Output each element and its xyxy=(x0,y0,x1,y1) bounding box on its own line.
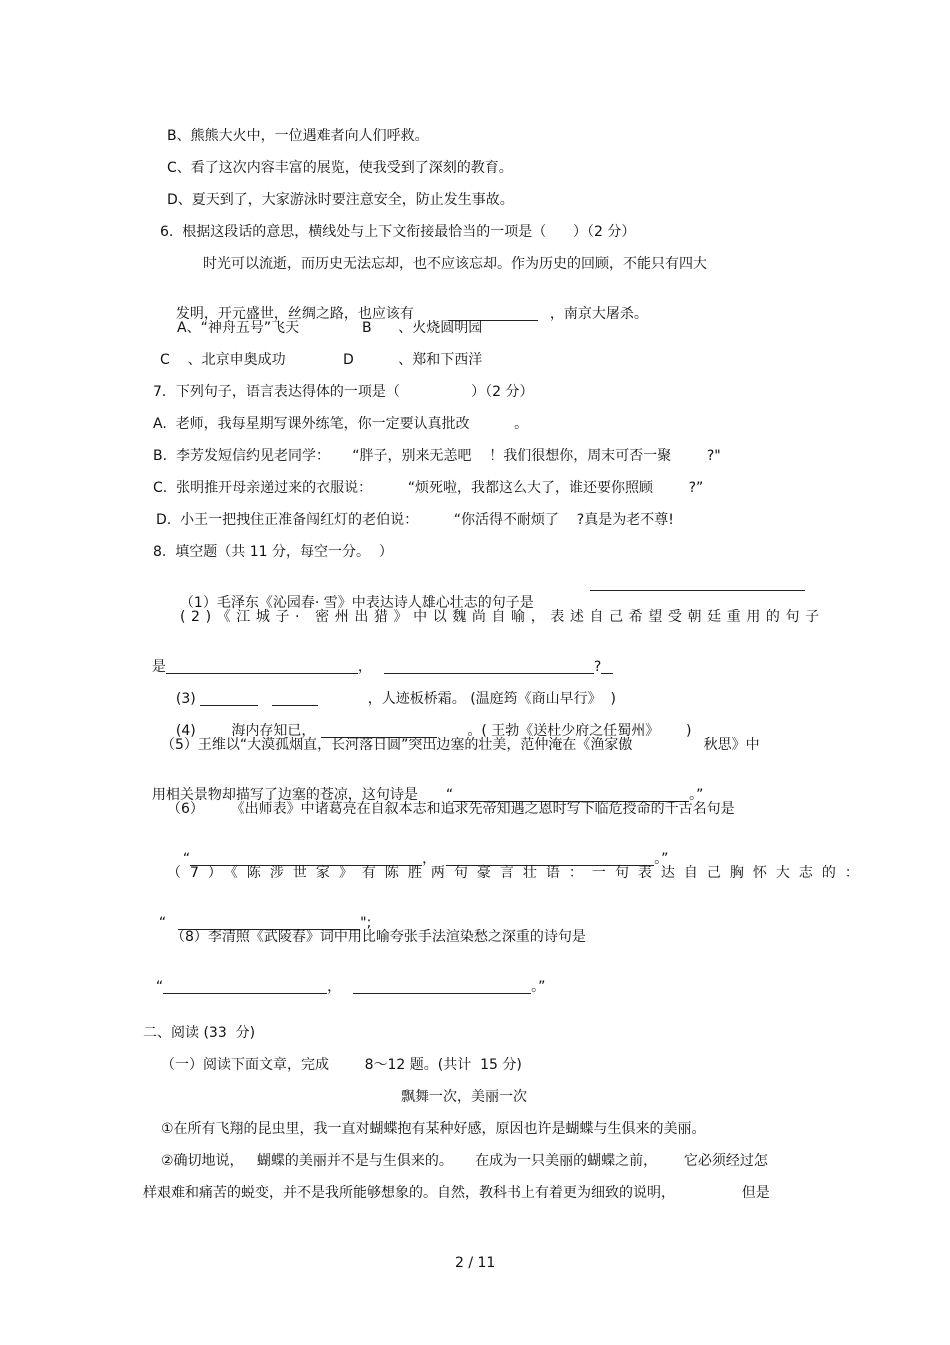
q8-item-8: （8）李清照《武陵春》词中用比喻夸张手法渲染愁之深重的诗句是 xyxy=(171,929,586,945)
q8-item-6: （6） 《出师表》中诸葛亮在自叙本志和追求先帝知遇之恩时写下临危授命的千古名句是 xyxy=(167,801,735,817)
q7-option-b: B. 李芳发短信约见老同学： “胖子，别来无恙吧 ！我们很想你，周末可否一聚 ?" xyxy=(153,448,721,464)
article-paragraph-2-line-1: ②确切地说， 蝴蝶的美丽并不是与生俱来的。 在成为一只美丽的蝴蝶之前， 它必须经过怎 xyxy=(161,1153,768,1169)
q8-item-4 xyxy=(167,704,691,740)
article-paragraph-1: ①在所有飞翔的昆虫里，我一直对蝴蝶抱有某种好感，原因也许是蝴蝶与生俱来的美丽。 xyxy=(161,1121,706,1137)
q5-option-c: C、看了这次内容丰富的展览，使我受到了深刻的教育。 xyxy=(167,160,513,176)
q8-item-4-source: 。( 王勃《送杜少府之任蜀州》 ) xyxy=(467,723,692,739)
q5-option-d: D、夏天到了，大家游泳时要注意安全，防止发生事故。 xyxy=(167,192,514,208)
q8-stem: 8. 填空题（共 11 分，每空一分。 ） xyxy=(153,544,393,560)
q6-passage-line1: 时光可以流逝，而历史无法忘却，也不应该忘却。作为历史的回顾，不能只有四大 xyxy=(203,256,707,272)
q8-item-3 xyxy=(167,672,616,708)
article-paragraph-2-line-2: 样艰难和痛苦的蜕变，并不是我所能够想象的。自然，教科书上有着更为细致的说明， 但是 xyxy=(143,1185,770,1201)
q8-item-8-blank-1[interactable] xyxy=(163,979,327,994)
q6-passage-text: 发明，开元盛世，丝绸之路，也应该有 xyxy=(175,306,414,322)
q8-item-2-end: ? xyxy=(593,659,602,675)
q7-option-c: C. 张明推开母亲递过来的衣服说： “烦死啦，我都这么大了，谁还要你照顾 ?” xyxy=(153,480,704,496)
q8-item-8-blank-2[interactable] xyxy=(353,979,531,994)
article-title: 飘舞一次，美丽一次 xyxy=(401,1089,527,1105)
q6-passage-end: ，南京大屠杀。 xyxy=(549,306,648,322)
q8-item-6-comma: ， xyxy=(422,851,437,867)
q8-item-7-close: "; xyxy=(360,915,372,931)
q8-item-8-close: 。” xyxy=(531,979,546,995)
q6-option-c: C 、北京申奥成功 xyxy=(160,352,286,368)
q6-option-b: B 、火烧圆明园 xyxy=(362,320,483,336)
q8-item-1-blank[interactable] xyxy=(590,576,805,591)
q8-item-7-open: “ xyxy=(158,915,167,931)
q7-option-d: D. 小王一把拽住正准备闯红灯的老伯说： “你活得不耐烦了 ?真是为老不尊! xyxy=(156,512,674,528)
q8-item-2-answers xyxy=(143,640,613,676)
q8-item-2: (2)《江城子· 密州出猎》中以魏尚自喻，表述自己希望受朝廷重用的句子 xyxy=(180,609,825,625)
reading-heading: 二、阅读 (33 分) xyxy=(143,1025,256,1041)
q8-item-6-answer xyxy=(174,832,668,868)
q8-item-1 xyxy=(171,576,534,612)
q8-item-6-close: 。” xyxy=(654,851,669,867)
q6-option-d: D 、郑和下西洋 xyxy=(343,352,483,368)
q8-item-8-answer xyxy=(147,960,545,996)
page-number: 2 / 11 xyxy=(455,1255,496,1271)
q8-item-2-prefix: 是 xyxy=(151,659,166,675)
reading-part-1-instructions: （一）阅读下面文章，完成 8～12 题。(共计 15 分) xyxy=(161,1057,522,1073)
q8-item-8-comma: ， xyxy=(327,979,342,995)
q6-stem: 6. 根据这段话的意思，横线处与上下文衔接最恰当的一项是（ ）（2 分） xyxy=(160,224,636,240)
q8-item-5-close: 。” xyxy=(689,787,704,803)
q7-stem: 7．下列句子，语言表达得体的一项是（ ）（2 分） xyxy=(153,384,534,400)
q8-item-4-text: (4) 海内存知已， xyxy=(175,723,316,739)
q6-option-a: A、“神舟五号”飞天 xyxy=(177,320,300,336)
q8-item-2-comma: ， xyxy=(357,659,372,675)
q8-item-3-text: ，人迹板桥霜。 (温庭筠《商山早行》 ) xyxy=(367,691,617,707)
q8-item-5-text: 用相关景物却描写了边塞的苍凉，这句诗是 xyxy=(151,787,418,803)
q8-item-5-open: “ xyxy=(445,787,454,803)
q8-item-7-answer xyxy=(150,896,371,932)
q8-item-5: （5）王维以“大漠孤烟直，长河落日圆”突出边塞的壮美，范仲淹在《渔家傲 秋思》中 xyxy=(161,737,760,753)
q7-option-a: A. 老师，我每星期写课外练笔，你一定要认真批改 。 xyxy=(153,416,529,432)
q8-item-8-open: “ xyxy=(155,979,164,995)
q5-option-b: B、熊熊大火中，一位遇难者向人们呼救。 xyxy=(167,128,429,144)
q8-item-3-number: (3) xyxy=(175,691,196,707)
q8-item-1-text: （1）毛泽东《沁园春· 雪》中表达诗人雄心壮志的句子是 xyxy=(179,595,534,611)
q8-item-5-answer xyxy=(143,768,703,804)
q8-item-7: （7）《陈涉世家》有陈胜两句豪言壮语：一句表达自己胸怀大志的： xyxy=(167,865,868,881)
q8-item-6-open: “ xyxy=(182,851,191,867)
q6-passage-line2 xyxy=(167,287,648,323)
